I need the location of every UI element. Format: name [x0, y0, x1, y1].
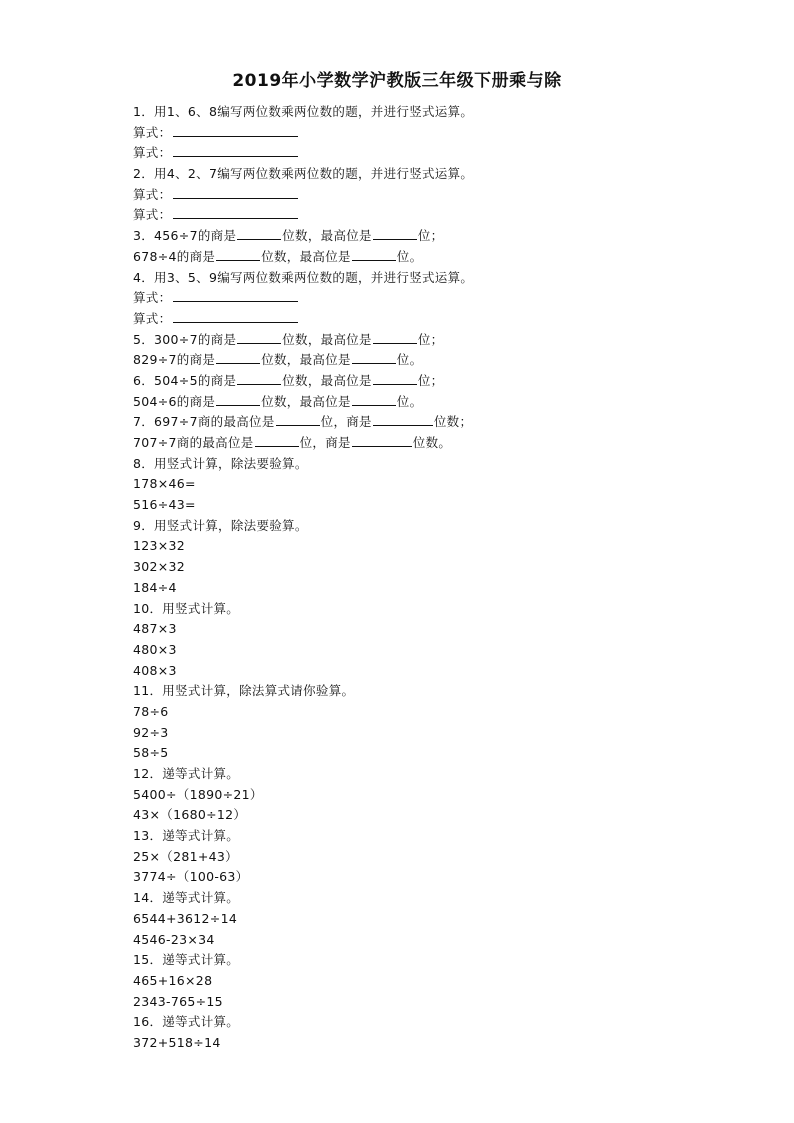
calc-item: 25×（281+43） — [133, 848, 238, 864]
calc-item: 58÷5 — [133, 745, 169, 761]
calc-item: 480×3 — [133, 641, 177, 657]
question-4: 4．用3、5、9编写两位数乘两位数的题，并进行竖式运算。 — [133, 269, 474, 285]
calc-item: 4546-23×34 — [133, 931, 215, 947]
answer-blank[interactable] — [352, 248, 396, 261]
calc-item: 123×32 — [133, 538, 186, 554]
formula-label: 算式： — [133, 186, 172, 202]
question-9: 9．用竖式计算，除法要验算。 — [133, 517, 308, 533]
answer-blank[interactable] — [173, 186, 298, 199]
calc-item: 3774÷（100-63） — [133, 869, 249, 885]
formula-label: 算式： — [133, 290, 172, 306]
question-1: 1．用1、6、8编写两位数乘两位数的题，并进行竖式运算。 — [133, 104, 474, 119]
question-14: 14．递等式计算。 — [133, 890, 240, 906]
question-text: 位，商是 — [299, 435, 351, 450]
calc-item: 516÷43= — [133, 497, 196, 513]
question-text: 678÷4的商是 — [133, 248, 216, 264]
calc-item: 372+518÷14 — [133, 1034, 221, 1050]
answer-blank[interactable] — [352, 351, 396, 364]
formula-line — [133, 205, 733, 226]
question-text: 位数，最高位是 — [261, 352, 351, 368]
question-text: 位，商是 — [320, 414, 372, 430]
answer-blank[interactable] — [352, 393, 396, 406]
answer-blank[interactable] — [216, 351, 260, 364]
question-text: 位数。 — [412, 435, 452, 450]
question-5 — [133, 330, 733, 351]
answer-blank[interactable] — [276, 413, 320, 426]
question-3 — [133, 226, 733, 247]
question-16: 16．递等式计算。 — [133, 1014, 240, 1030]
question-15: 15．递等式计算。 — [133, 952, 240, 968]
formula-line — [133, 123, 733, 144]
question-text: 位数； — [433, 414, 473, 430]
calc-item: 302×32 — [133, 559, 186, 575]
question-text: 位； — [417, 372, 444, 388]
calc-item: 78÷6 — [133, 703, 169, 719]
question-text: 5．300÷7的商是 — [133, 331, 237, 347]
formula-label: 算式： — [133, 145, 172, 161]
answer-blank[interactable] — [173, 144, 298, 157]
page-title: 2019年小学数学沪教版三年级下册乘与除 — [232, 71, 562, 91]
calc-item: 465+16×28 — [133, 972, 213, 988]
formula-line — [133, 143, 733, 164]
answer-blank[interactable] — [373, 331, 417, 344]
question-text: 3．456÷7的商是 — [133, 228, 237, 244]
question-7 — [133, 412, 733, 433]
question-11: 11．用竖式计算，除法算式请你验算。 — [133, 683, 355, 699]
formula-label: 算式： — [133, 207, 172, 223]
answer-blank[interactable] — [173, 289, 298, 302]
answer-blank[interactable] — [216, 248, 260, 261]
question-6-line-2 — [133, 392, 733, 413]
formula-line — [133, 309, 733, 330]
question-text: 829÷7的商是 — [133, 352, 216, 368]
question-text: 707÷7商的最高位是 — [133, 435, 254, 450]
calc-item: 184÷4 — [133, 579, 177, 595]
question-7-line-2 — [133, 433, 733, 454]
answer-blank[interactable] — [373, 413, 433, 426]
calc-item: 487×3 — [133, 621, 177, 637]
question-8: 8．用竖式计算，除法要验算。 — [133, 455, 308, 471]
answer-blank[interactable] — [352, 434, 412, 447]
answer-blank[interactable] — [237, 227, 281, 240]
question-5-line-2 — [133, 350, 733, 371]
calc-item: 92÷3 — [133, 724, 169, 740]
answer-blank[interactable] — [173, 310, 298, 323]
question-3-line-2 — [133, 247, 733, 268]
answer-blank[interactable] — [373, 227, 417, 240]
calc-item: 6544+3612÷14 — [133, 910, 238, 926]
question-text: 位数，最高位是 — [282, 372, 372, 388]
answer-blank[interactable] — [373, 372, 417, 385]
question-10: 10．用竖式计算。 — [133, 600, 240, 616]
question-text: 位。 — [396, 248, 423, 264]
formula-line — [133, 185, 733, 206]
answer-blank[interactable] — [237, 372, 281, 385]
calc-item: 2343-765÷15 — [133, 993, 223, 1009]
question-text: 位； — [417, 228, 444, 244]
calc-item: 5400÷（1890÷21） — [133, 786, 263, 802]
question-text: 位。 — [396, 352, 423, 368]
answer-blank[interactable] — [173, 206, 298, 219]
question-text: 7．697÷7商的最高位是 — [133, 414, 275, 430]
answer-blank[interactable] — [173, 124, 298, 137]
question-text: 位； — [417, 331, 444, 347]
calc-item: 408×3 — [133, 662, 177, 678]
question-text: 位。 — [396, 393, 423, 409]
formula-label: 算式： — [133, 310, 172, 326]
question-6 — [133, 371, 733, 392]
formula-label: 算式： — [133, 124, 172, 140]
question-text: 位数，最高位是 — [282, 228, 372, 244]
calc-item: 43×（1680÷12） — [133, 807, 247, 823]
answer-blank[interactable] — [237, 331, 281, 344]
calc-item: 178×46= — [133, 476, 196, 492]
question-text: 位数，最高位是 — [261, 248, 351, 264]
question-text: 位数，最高位是 — [282, 331, 372, 347]
question-12: 12．递等式计算。 — [133, 766, 240, 781]
answer-blank[interactable] — [216, 393, 260, 406]
question-13: 13．递等式计算。 — [133, 828, 240, 844]
answer-blank[interactable] — [255, 434, 299, 447]
question-text: 6．504÷5的商是 — [133, 372, 237, 388]
question-text: 位数，最高位是 — [261, 393, 351, 409]
formula-line — [133, 288, 733, 309]
question-2: 2．用4、2、7编写两位数乘两位数的题，并进行竖式运算。 — [133, 166, 474, 182]
question-text: 504÷6的商是 — [133, 393, 216, 409]
question-list — [133, 102, 733, 1054]
